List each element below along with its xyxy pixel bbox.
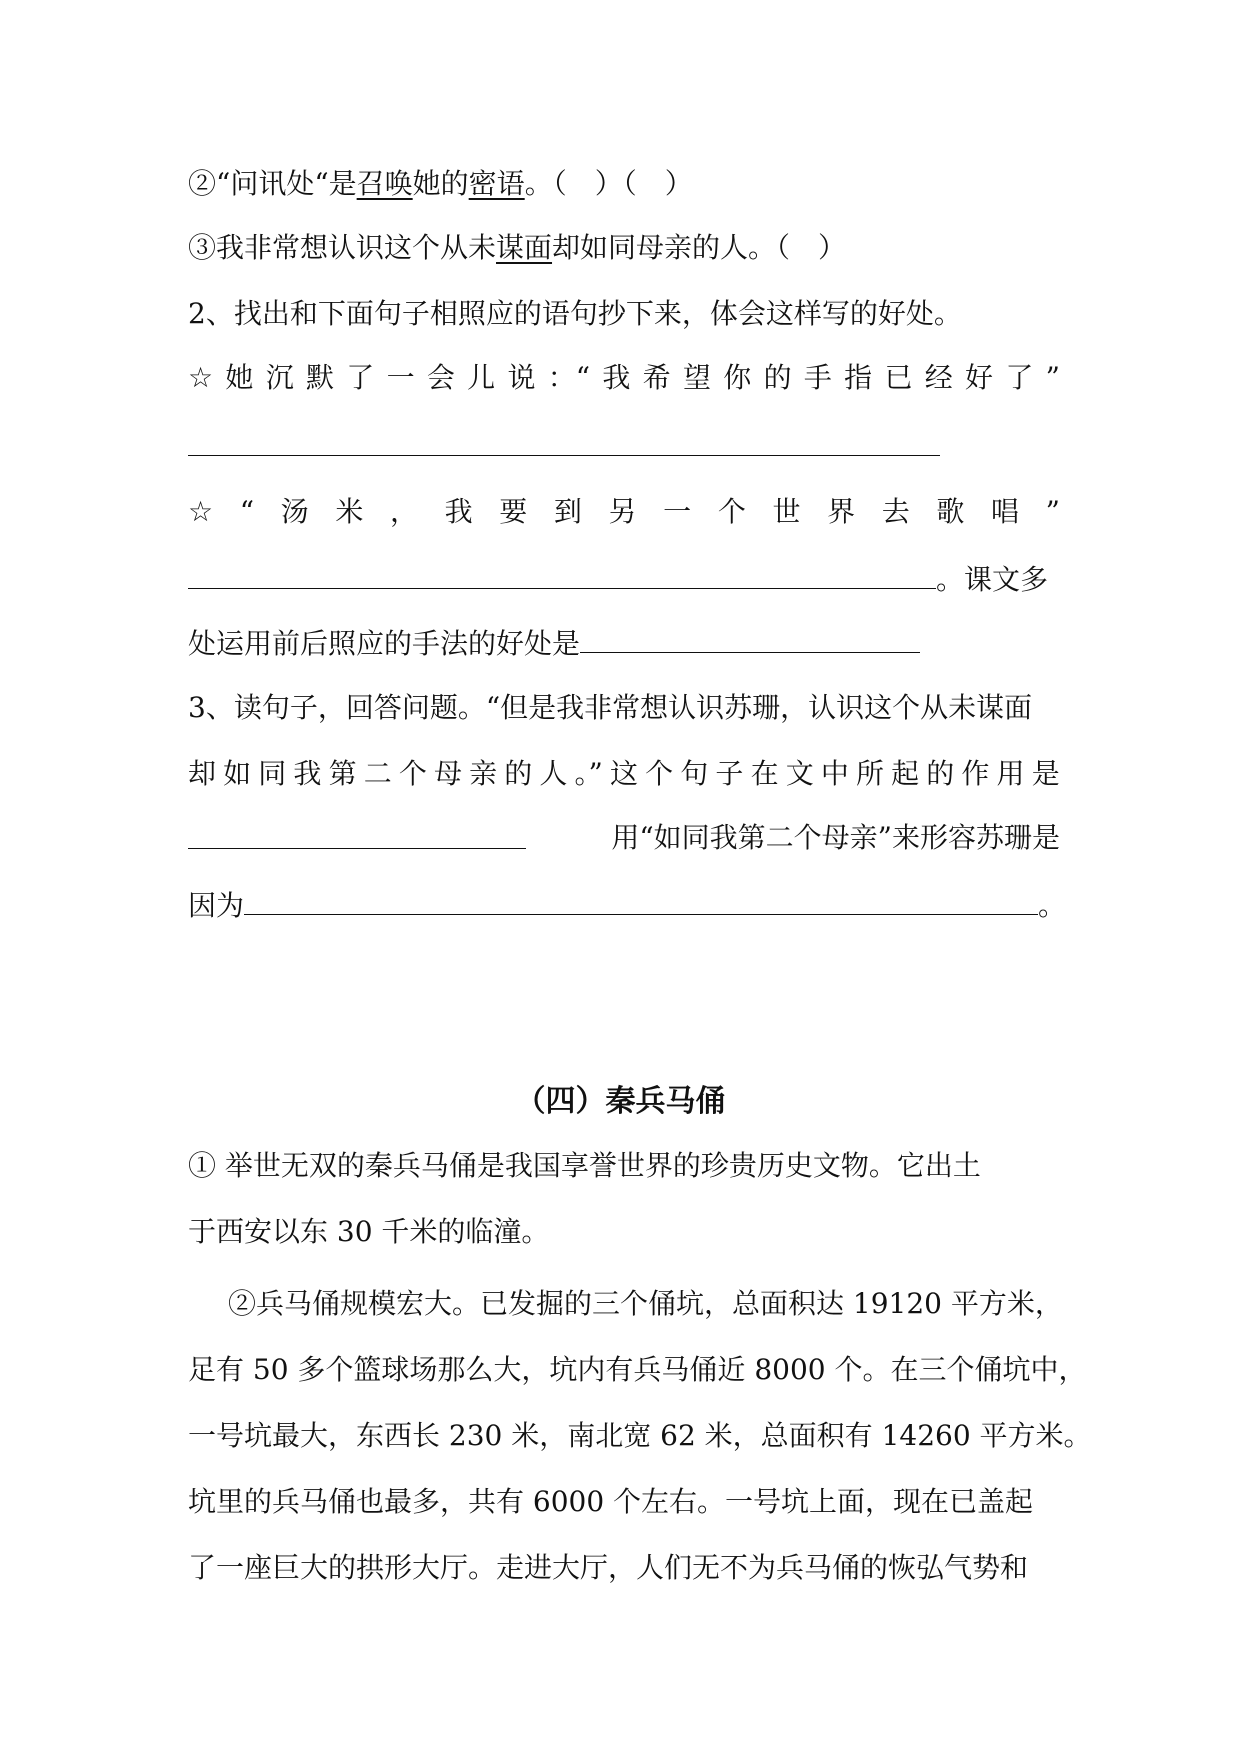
paragraph-1-line-2: 于西安以东 30 千米的临潼。: [188, 1215, 550, 1248]
answer-line-benefit[interactable]: [580, 622, 920, 653]
quote-1: ☆ 她 沉 默 了 一 会 儿 说 ：“ 我 希 望 你 的 手 指 已 经 好 了 ”: [188, 361, 1060, 394]
question-3: 3、读句子，回答问题。“但是我非常想认识苏珊，认识这个从未谋面: [188, 691, 1033, 724]
question-3-line-3: 用“如同我第二个母亲”来形容苏珊是: [188, 818, 1060, 858]
quote-2: ☆ “ 汤 米 ， 我 要 到 另 一 个 世 界 去 歌 唱 ”: [188, 495, 1060, 528]
paragraph-2-line-4: 坑里的兵马俑也最多，共有 6000 个左右。一号坑上面，现在已盖起: [188, 1485, 1034, 1518]
paragraph-2-line-1: ②兵马俑规模宏大。已发掘的三个俑坑，总面积达 19120 平方米，: [228, 1287, 1063, 1320]
answer-line-role[interactable]: [188, 818, 526, 849]
item-2: ②“问讯处“是召唤她的密语。（ ）（ ）: [188, 167, 693, 200]
question-2: 2、找出和下面句子相照应的语句抄下来，体会这样写的好处。: [188, 297, 962, 330]
answer-line-reason[interactable]: [244, 884, 1038, 915]
answer-line-2[interactable]: [188, 558, 936, 589]
paragraph-1-line-1: ① 举世无双的秦兵马俑是我国享誉世界的珍贵历史文物。它出土: [188, 1149, 981, 1182]
underlined-word-moumian: 谋面: [496, 231, 553, 264]
underlined-word-zhaohuan: 召唤: [356, 167, 413, 200]
paragraph-2-line-2: 足有 50 多个篮球场那么大，坑内有兵马俑近 8000 个。在三个俑坑中，: [188, 1353, 1087, 1386]
item-3: ③我非常想认识这个从未谋面却如同母亲的人。（ ）: [188, 231, 847, 264]
answer-line-1[interactable]: [188, 455, 940, 456]
paragraph-2-line-5: 了一座巨大的拱形大厅。走进大厅，人们无不为兵马俑的恢弘气势和: [188, 1551, 1029, 1584]
underlined-word-miyu: 密语: [468, 167, 525, 200]
answer-2-row: 。课文多: [188, 558, 1060, 600]
passage-title: （四）秦兵马俑: [515, 1084, 726, 1119]
question-3-line-2: 却 如 同 我 第 二 个 母 亲 的 人 。” 这 个 句 子 在 文 中 所 起 的 作 用 是: [188, 757, 1060, 790]
question-3-line-4: 因为 。: [188, 884, 1060, 926]
answer-2-benefit-row: 处运用前后照应的手法的好处是: [188, 622, 1060, 664]
paragraph-2-line-3: 一号坑最大，东西长 230 米，南北宽 62 米，总面积有 14260 平方米。: [188, 1419, 1092, 1452]
